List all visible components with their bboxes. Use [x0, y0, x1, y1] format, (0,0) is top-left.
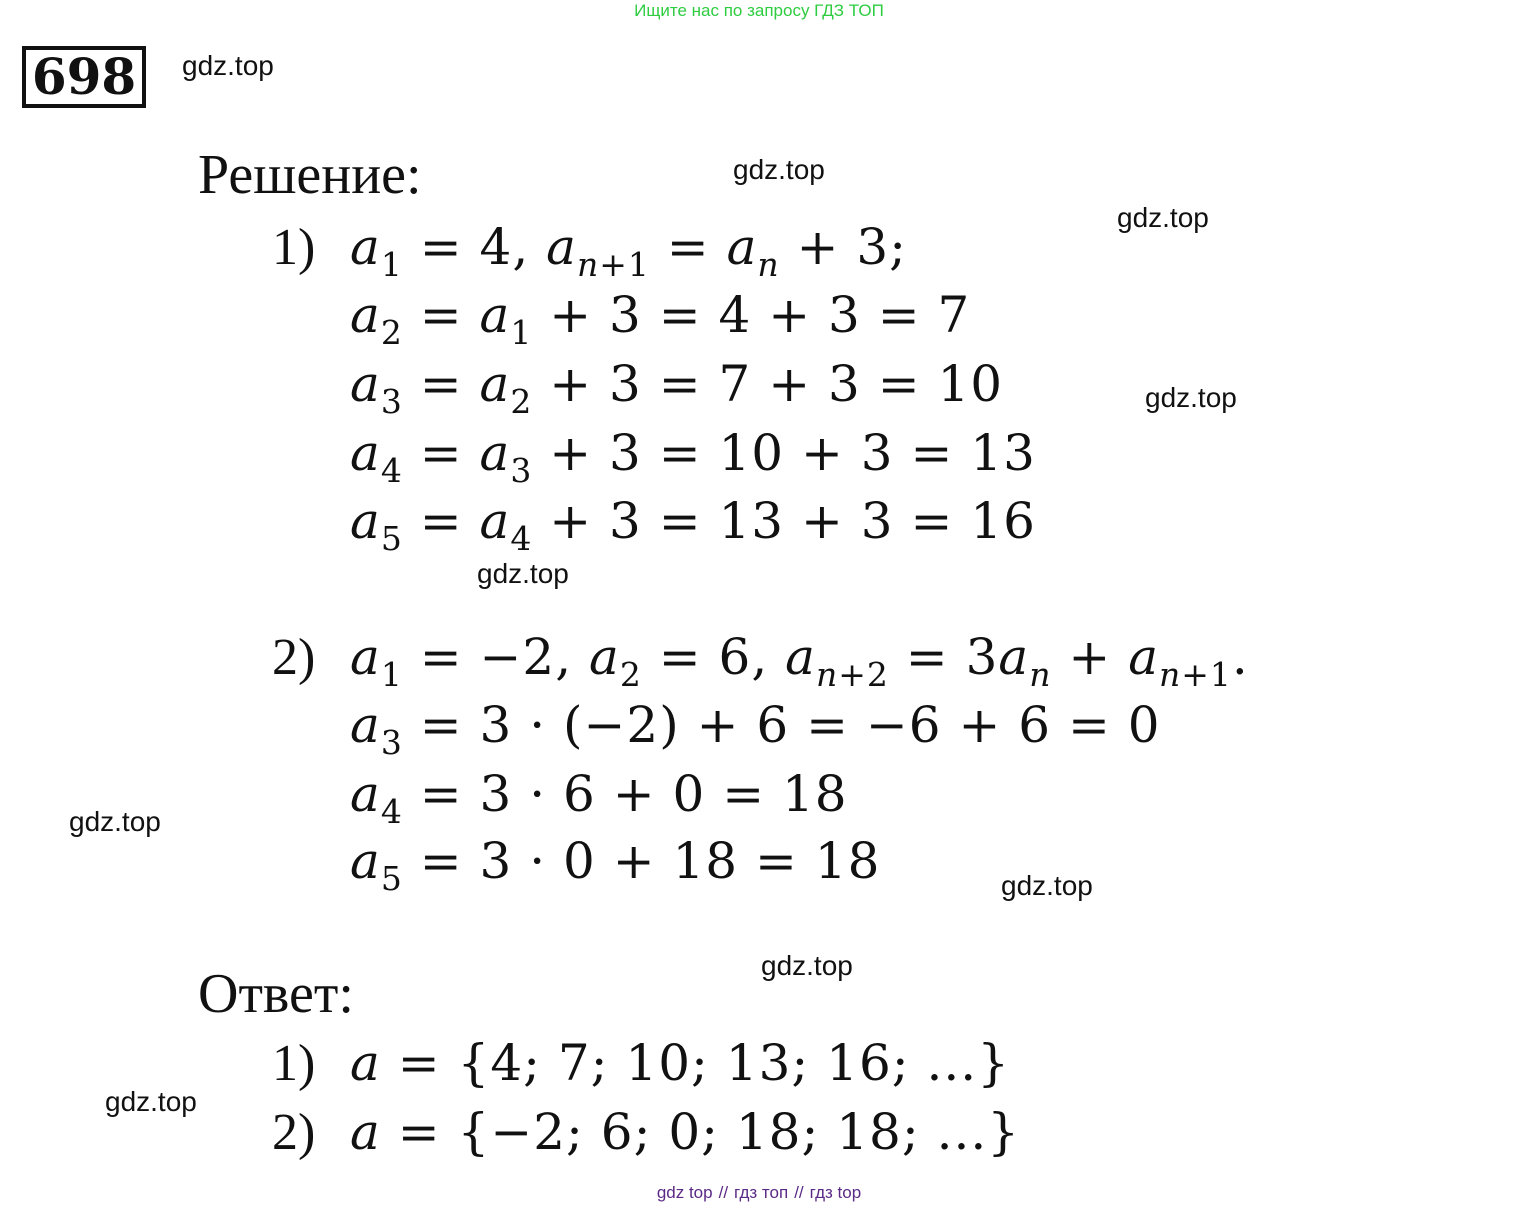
part2-label: 2) — [272, 629, 316, 686]
footer-links — [0, 1183, 1518, 1203]
watermark: gdz.top — [733, 154, 825, 185]
watermark: gdz.top — [105, 1086, 197, 1117]
footer-link-gdz-top-mixed[interactable]: гдз top — [809, 1183, 862, 1202]
watermark: gdz.top — [761, 950, 853, 981]
answer1-label: 1) — [272, 1035, 316, 1092]
answer1: a = {4; 7; 10; 13; 16; ...} — [350, 1034, 1010, 1092]
part1-label: 1) — [272, 219, 316, 276]
part2-line-a4: $a_4 = 3 \cdot 6 + 0 = 18$ — [350, 765, 848, 831]
part1-line-a2: $a_2 = a_1 + 3 = 4 + 3 = 7$ — [350, 286, 971, 352]
watermark: gdz.top — [477, 558, 569, 589]
part2-given: $a_1 = -2$, $a_2 = 6$, $a_{n+2} = 3a_n + a_{n+1}$. — [350, 628, 1249, 694]
part1-given: $a_1 = 4$, $a_{n+1} = a_n + 3$; — [350, 218, 908, 284]
solution-heading: Решение: — [198, 144, 422, 206]
answer2-label: 2) — [272, 1104, 316, 1161]
footer-link-gdz-top-ru[interactable]: гдз топ — [734, 1183, 789, 1202]
part1-line-a5: $a_5 = a_4 + 3 = 13 + 3 = 16$ — [350, 492, 1036, 558]
task-number: 698 — [22, 46, 146, 108]
part2-line-a5: $a_5 = 3 \cdot 0 + 18 = 18$ — [350, 832, 881, 898]
answer-heading: Ответ: — [198, 963, 354, 1025]
search-banner: Ищите нас по запросу ГДЗ ТОП — [634, 1, 884, 20]
watermark: gdz.top — [1001, 870, 1093, 901]
watermark: gdz.top — [182, 50, 274, 81]
part2-line-a3: $a_3 = 3 \cdot (-2) + 6 = -6 + 6 = 0$ — [350, 696, 1161, 762]
footer-link-gdz-top[interactable]: gdz top — [656, 1183, 713, 1202]
watermark: gdz.top — [1117, 202, 1209, 233]
footer-separator: // — [718, 1183, 729, 1202]
watermark: gdz.top — [1145, 382, 1237, 413]
footer-separator: // — [794, 1183, 804, 1202]
answer2: a = {−2; 6; 0; 18; 18; ...} — [350, 1103, 1021, 1161]
part1-line-a3: $a_3 = a_2 + 3 = 7 + 3 = 10$ — [350, 355, 1004, 421]
part1-line-a4: $a_4 = a_3 + 3 = 10 + 3 = 13$ — [350, 424, 1036, 490]
watermark: gdz.top — [69, 806, 161, 837]
